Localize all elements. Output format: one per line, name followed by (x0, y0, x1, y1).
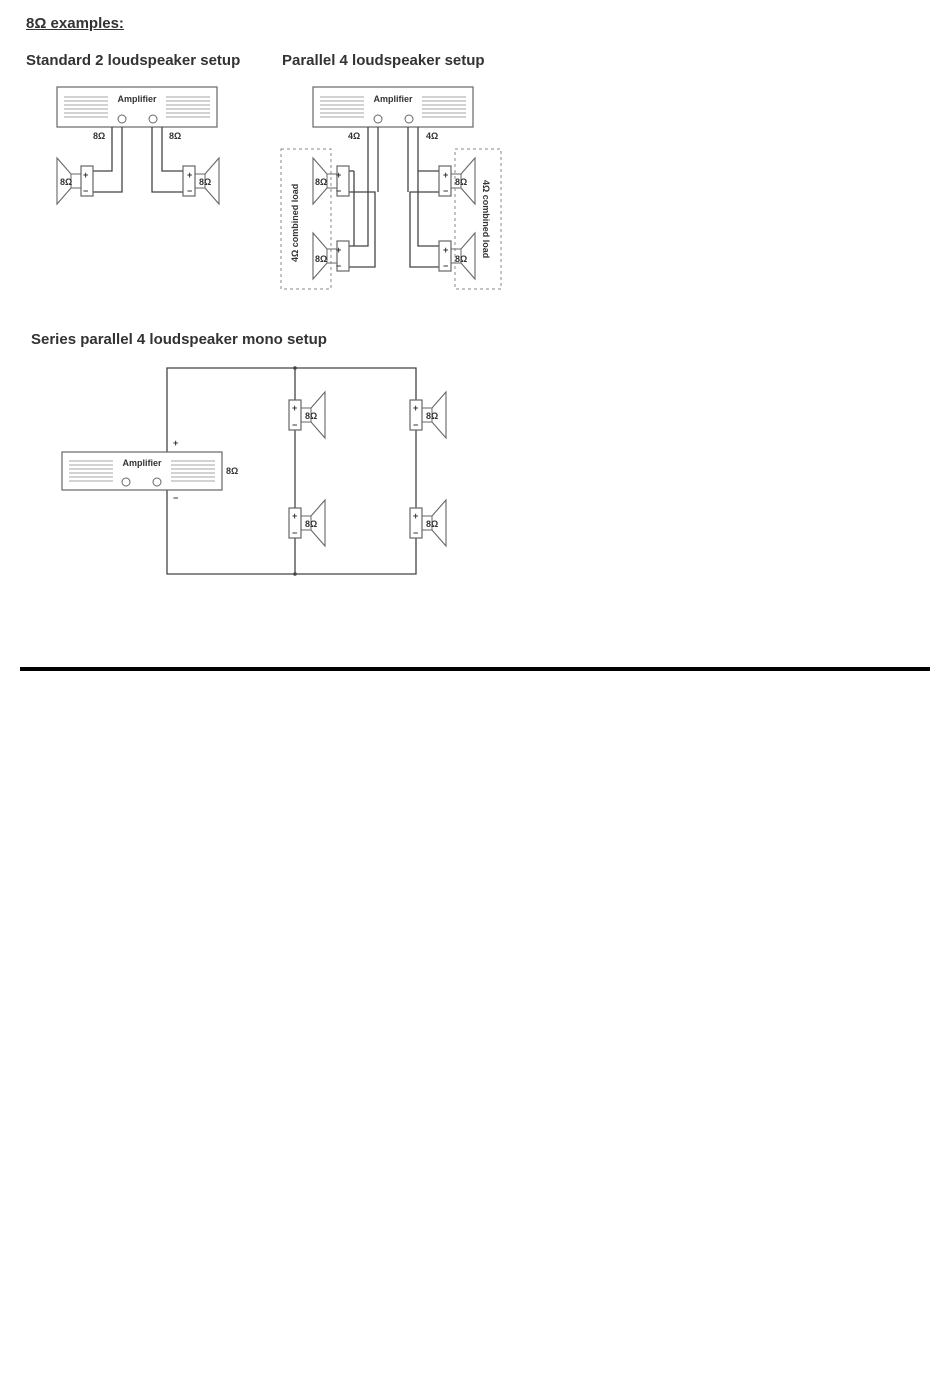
minus-terminal: − (83, 186, 89, 196)
series-parallel-setup-diagram (62, 366, 446, 576)
plus-terminal: + (336, 245, 342, 255)
impedance-label: 4Ω (348, 131, 361, 141)
plus-terminal: + (336, 170, 342, 180)
plus-terminal: + (83, 170, 89, 180)
minus-terminal: − (443, 186, 449, 196)
minus-terminal: − (336, 186, 342, 196)
amplifier-label: Amplifier (122, 458, 162, 468)
combined-load-label: 4Ω combined load (481, 180, 491, 259)
minus-terminal: − (413, 420, 419, 430)
section-title: 8Ω examples: (26, 15, 124, 32)
plus-terminal: + (413, 511, 419, 521)
plus-terminal: + (173, 438, 179, 448)
minus-terminal: − (173, 493, 179, 503)
standard-setup-heading: Standard 2 loudspeaker setup (26, 52, 241, 69)
impedance-label: 8Ω (226, 466, 239, 476)
standard-setup-diagram (57, 87, 219, 204)
plus-terminal: + (413, 403, 419, 413)
impedance-label: 8Ω (60, 177, 73, 187)
amplifier-box (313, 87, 473, 127)
plus-terminal: + (443, 170, 449, 180)
impedance-label: 8Ω (305, 411, 318, 421)
minus-terminal: − (187, 186, 193, 196)
impedance-label: 8Ω (199, 177, 212, 187)
plus-terminal: + (292, 511, 298, 521)
impedance-label: 8Ω (315, 177, 328, 187)
series-parallel-setup-heading: Series parallel 4 loudspeaker mono setup (31, 331, 327, 348)
impedance-label: 8Ω (93, 131, 106, 141)
amplifier-label: Amplifier (373, 94, 413, 104)
minus-terminal: − (443, 261, 449, 271)
impedance-label: 8Ω (455, 254, 468, 264)
minus-terminal: − (292, 528, 298, 538)
combined-load-label: 4Ω combined load (290, 183, 300, 262)
minus-terminal: − (413, 528, 419, 538)
plus-terminal: + (443, 245, 449, 255)
impedance-label: 8Ω (426, 519, 439, 529)
amplifier-box (57, 87, 217, 127)
impedance-label: 8Ω (455, 177, 468, 187)
minus-terminal: − (292, 420, 298, 430)
minus-terminal: − (336, 261, 342, 271)
impedance-label: 8Ω (169, 131, 182, 141)
plus-terminal: + (187, 170, 193, 180)
plus-terminal: + (292, 403, 298, 413)
impedance-label: 8Ω (305, 519, 318, 529)
impedance-label: 4Ω (426, 131, 439, 141)
parallel-setup-heading: Parallel 4 loudspeaker setup (282, 52, 485, 69)
horizontal-divider (20, 667, 930, 671)
parallel-setup-diagram (281, 87, 501, 289)
combined-load-outline (455, 149, 501, 289)
amplifier-label: Amplifier (117, 94, 157, 104)
impedance-label: 8Ω (315, 254, 328, 264)
impedance-label: 8Ω (426, 411, 439, 421)
